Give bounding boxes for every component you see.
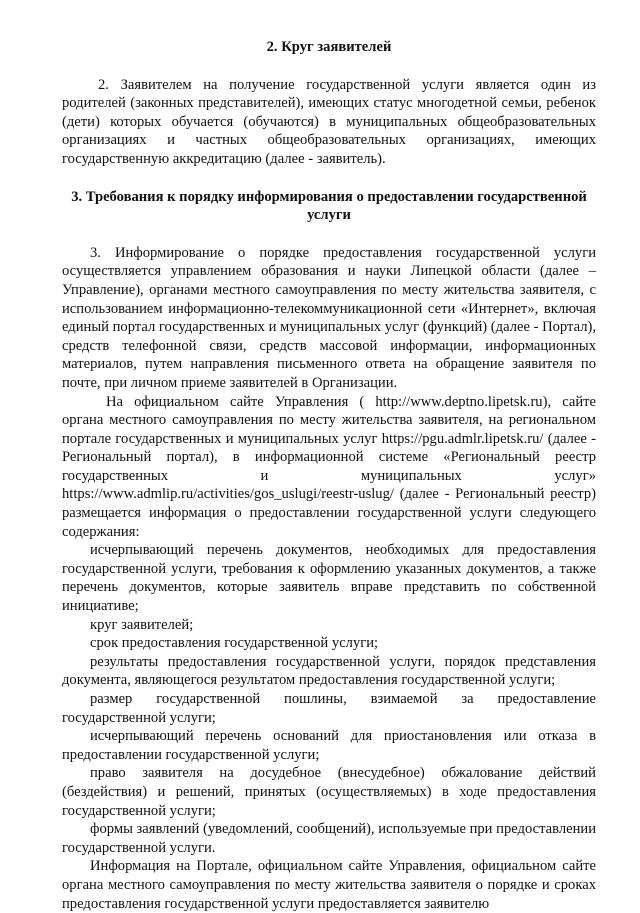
section-2-heading: 2. Круг заявителей [266, 39, 392, 55]
section-3-paragraph-3: Информация на Портале, официальном сайте Управления, официальном сайте органа местного самоуправления по месту жительства заявителя о порядке и сроках предоставления государственной услуги предоставляется заявителю [62, 858, 596, 912]
section-3-paragraph-1: 3. Информирование о порядке предоставления государственной услуги осуществляется управлением образования и науки Липецкой области (далее – Управление), органами местного самоуправления по месту жительства заявителя, с использованием информационно-телекоммуникационной сети «Интернет», включая единый портал государственных и муниципальных услуг (функций) (далее - Портал), средств телефонной связи, средств массовой информации, информационных материалов, путем направления письменного ответа на обращение заявителя по почте, при личном приеме заявителей в Организации. [62, 244, 596, 391]
list-item: исчерпывающий перечень документов, необходимых для предоставления государственной услуги, требования к оформлению указанных документов, а также перечень документов, которые заявитель вправе представить по собственной инициативе; [62, 542, 596, 615]
list-item: исчерпывающий перечень оснований для приостановления или отказа в предоставлении государственной услуги; [62, 728, 596, 763]
list-item: размер государственной пошлины, взимаемой за предоставление государственной услуги; [62, 691, 596, 726]
section-3-heading: 3. Требования к порядку информирования о предоставлении государственной услуги [71, 188, 587, 224]
section-2-paragraph: 2. Заявителем на получение государственной услуги является один из родителей (законных представителей), имеющих статус многодетной семьи, ребенок (дети) которых обучается (обучаются) в муниципальных общеобразовательных организациях и частных общеобразовательных организациях, имеющих государственную аккредитацию (далее - заявитель). [62, 76, 596, 167]
section-3-paragraph-2: На официальном сайте Управления ( http://www.deptno.lipetsk.ru), сайте органа местного самоуправления по месту жительства заявителя, на региональном портале государственных и муниципальных услуг https://pgu.admlr.lipetsk.ru/ (далее - Региональный портал), в информационной системе «Региональный реестр государственных и муниципальных услуг» https://www.admlip.ru/activities/gos_uslugi/reestr-uslug/ (далее - Региональный реестр) размещается информация о предоставлении государственной услуги следующего содержания: [62, 393, 596, 540]
list-item: результаты предоставления государственной услуги, порядок представления документа, являющегося результатом предоставления государственной услуги; [62, 653, 596, 689]
document-page [62, 38, 596, 913]
list-item: формы заявлений (уведомлений, сообщений), используемые при предоставлении государственной услуги. [62, 821, 597, 856]
list-item: круг заявителей; [90, 616, 194, 633]
list-item: право заявителя на досудебное (внесудебное) обжалование действий (бездействия) и решений, принятых (осуществляемых) в ходе предоставления государственной услуги; [62, 765, 596, 819]
list-item: срок предоставления государственной услуги; [90, 635, 379, 652]
